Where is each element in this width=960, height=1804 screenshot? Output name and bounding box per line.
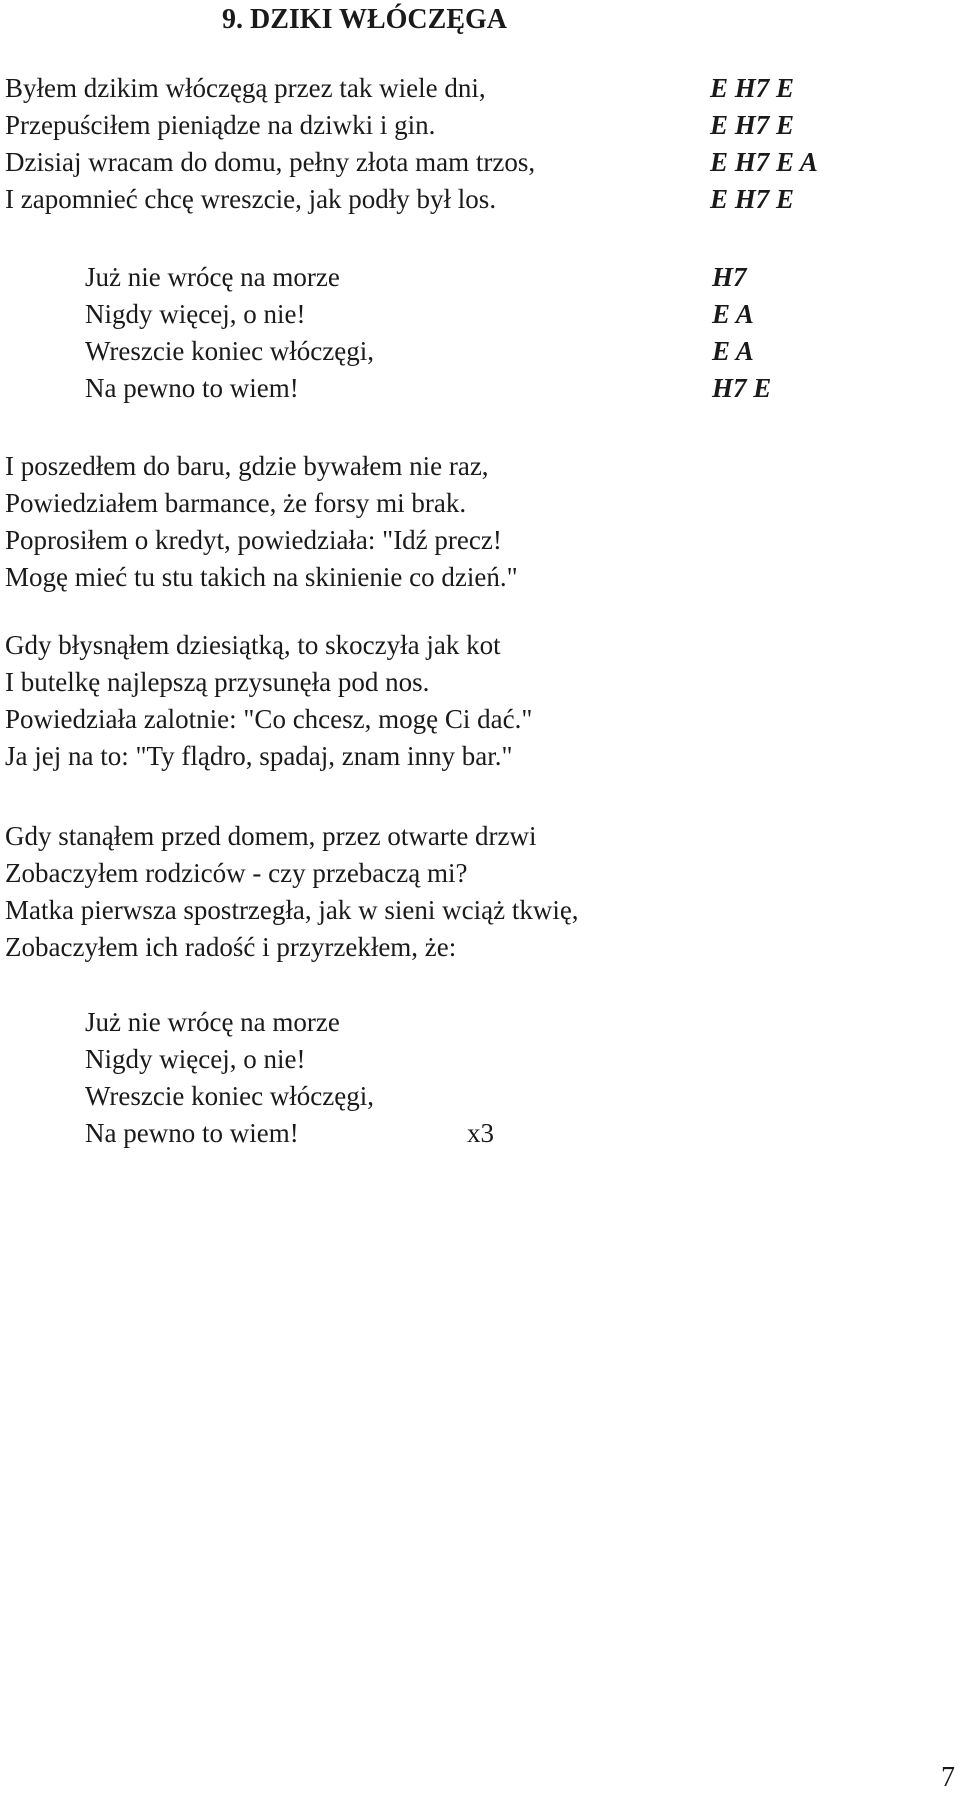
lyric-line: Powiedziałem barmance, że forsy mi brak. <box>5 488 467 518</box>
lyric-line: I zapomnieć chcę wreszcie, jak podły był los. <box>5 184 497 214</box>
lyric-line: Wreszcie koniec włóczęgi, <box>85 1081 375 1111</box>
chord-line: H7 E <box>712 373 772 403</box>
lyric-line: Nigdy więcej, o nie! <box>85 1044 306 1074</box>
verse-4 <box>5 818 579 966</box>
chord-line: E A <box>712 299 754 329</box>
lyric-line: Powiedziała zalotnie: "Co chcesz, mogę Ci dać." <box>5 704 533 734</box>
lyric-line: Zobaczyłem ich radość i przyrzekłem, że: <box>5 932 457 962</box>
chord-line: E H7 E <box>710 184 795 214</box>
lyric-line: Matka pierwsza spostrzegła, jak w sieni wciąż tkwię, <box>5 895 579 925</box>
chord-line: E H7 E <box>710 73 795 103</box>
chord-line: E H7 E A <box>710 147 818 177</box>
lyric-line: Poprosiłem o kredyt, powiedziała: "Idź precz! <box>5 525 502 555</box>
lyric-line: Dzisiaj wracam do domu, pełny złota mam trzos, <box>5 147 536 177</box>
repeat-mark: x3 <box>467 1118 494 1148</box>
lyric-line: Na pewno to wiem! <box>85 1118 299 1148</box>
lyric-line: Byłem dzikim włóczęgą przez tak wiele dni, <box>5 73 486 103</box>
verse-1 <box>5 70 535 218</box>
refrain-chords <box>712 259 771 407</box>
lyric-line: Wreszcie koniec włóczęgi, <box>85 336 375 366</box>
lyric-line: Już nie wrócę na morze <box>85 262 340 292</box>
lyric-line: I butelkę najlepszą przysunęła pod nos. <box>5 667 430 697</box>
verse-3 <box>5 627 532 775</box>
chord-line: H7 <box>712 262 747 292</box>
lyric-line: I poszedłem do baru, gdzie bywałem nie raz, <box>5 451 489 481</box>
lyric-line: Ja jej na to: "Ty flądro, spadaj, znam inny bar." <box>5 741 513 771</box>
lyric-line: Na pewno to wiem! <box>85 373 299 403</box>
lyric-line: Zobaczyłem rodziców - czy przebaczą mi? <box>5 858 468 888</box>
lyric-line: Gdy błysnąłem dziesiątką, to skoczyła jak kot <box>5 630 501 660</box>
chord-line: E H7 E <box>710 110 795 140</box>
lyric-line: Mogę mieć tu stu takich na skinienie co dzień." <box>5 562 518 592</box>
chord-line: E A <box>712 336 754 366</box>
refrain <box>85 259 374 407</box>
lyric-line: Nigdy więcej, o nie! <box>85 299 306 329</box>
verse-1-chords <box>710 70 818 218</box>
lyric-line: Gdy stanąłem przed domem, przez otwarte drzwi <box>5 821 537 851</box>
refrain-final <box>85 1004 374 1152</box>
lyric-line: Już nie wrócę na morze <box>85 1007 340 1037</box>
lyric-line: Przepuściłem pieniądze na dziwki i gin. <box>5 110 436 140</box>
verse-2 <box>5 448 518 596</box>
song-title: 9. DZIKI WŁÓCZĘGA <box>222 4 507 35</box>
page-number: 7 <box>941 1762 955 1793</box>
